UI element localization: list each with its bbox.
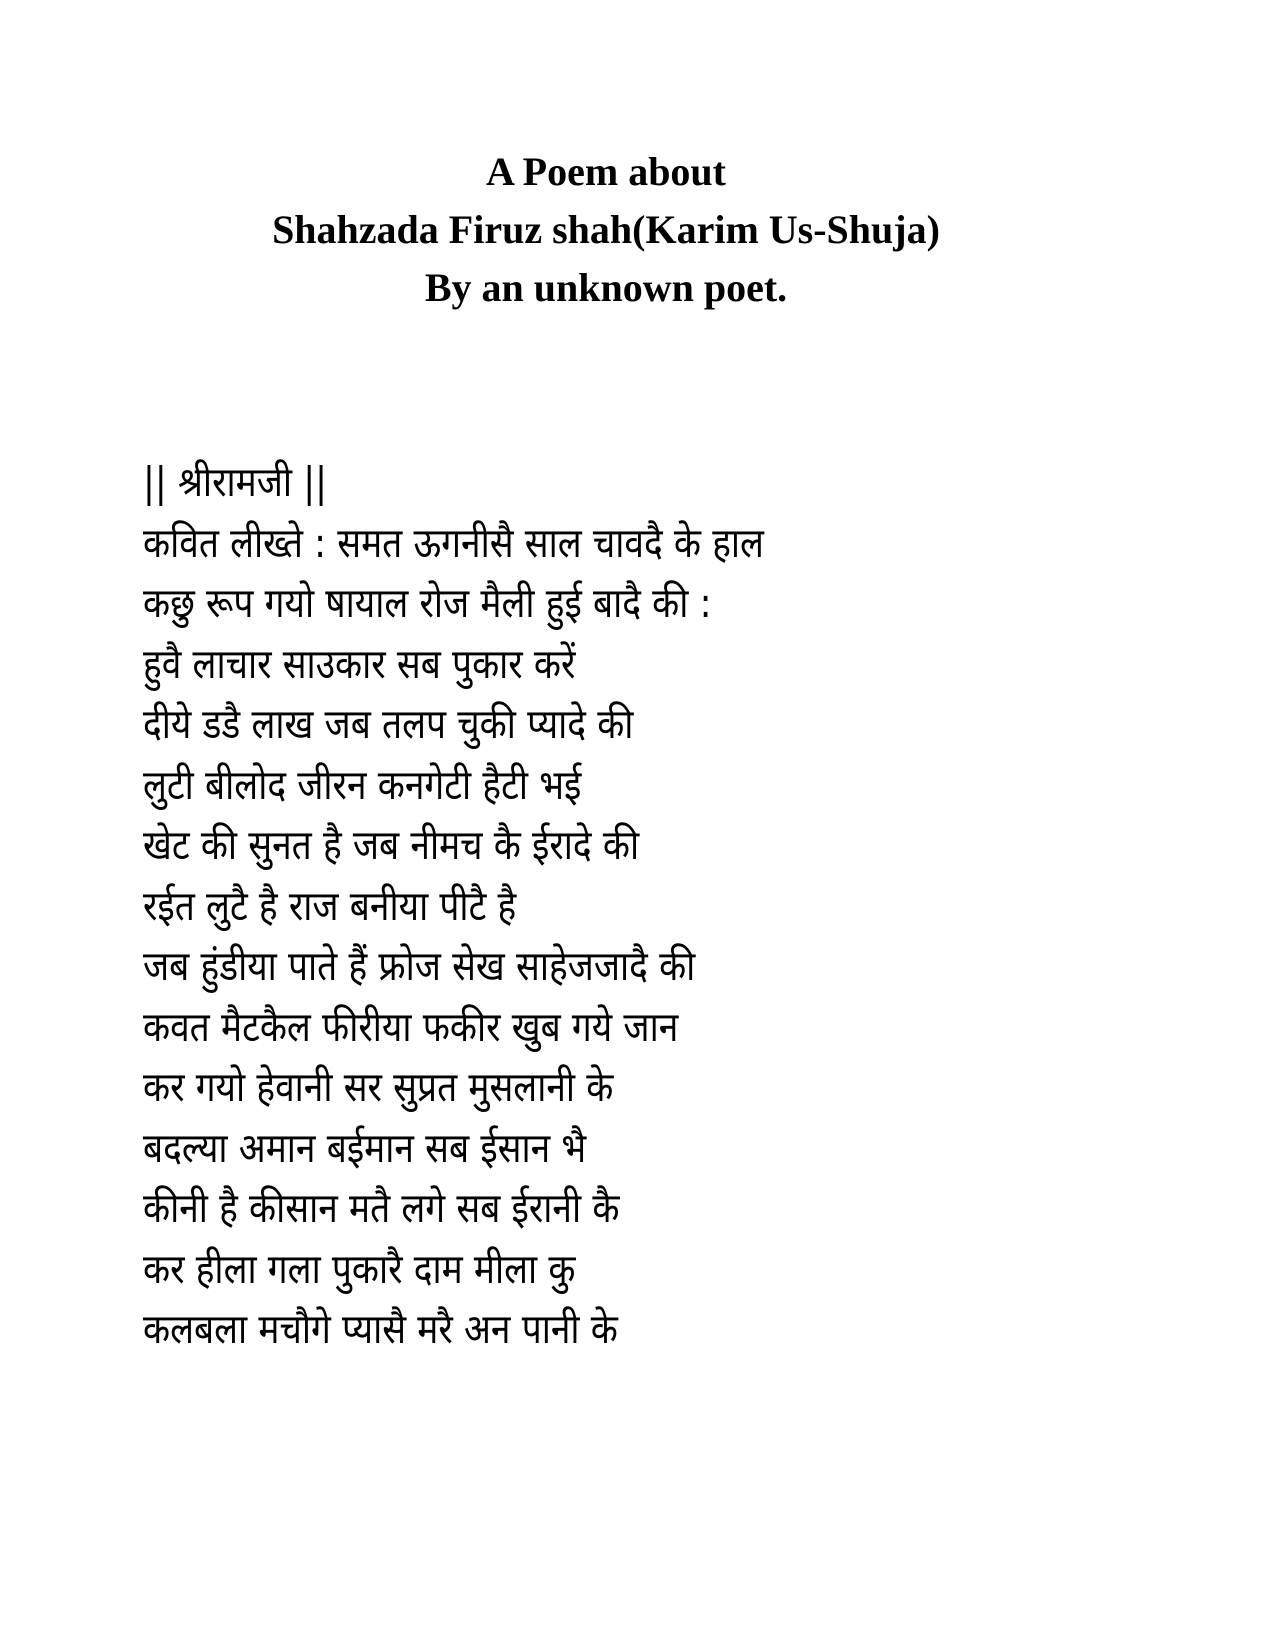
poem-line: कीनी है कीसान मतै लगे सब ईरानी कै [143, 1184, 620, 1232]
poem-body [143, 452, 1143, 1360]
poem-line: जब हुंडीया पाते हैं फ्रोज सेख साहेजजादै की [143, 942, 696, 990]
heading-title-line: A Poem about [486, 149, 726, 194]
poem-line: कवत मैटकैल फीरीया फकीर खुब गये जान [143, 1002, 679, 1051]
document-heading [0, 143, 1212, 317]
poem-line: बदल्या अमान बईमान सब ईसान भै [143, 1123, 587, 1172]
poem-line: दीये डडै लाख जब तलप चुकी प्यादे की [143, 700, 634, 748]
poem-line: रईत लुटै है राज बनीया पीटै है [143, 881, 517, 930]
poem-line: कर हीला गला पुकारै दाम मीला कु [143, 1244, 576, 1293]
heading-author-line: By an unknown poet. [424, 265, 788, 310]
poem-line: कवित लीख्ते : समत ऊगनीसै साल चावदै के हाल [143, 518, 764, 567]
poem-line: हुवै लाचार साउकार सब पुकार करें [143, 639, 576, 688]
heading-subject-line: Shahzada Firuz shah(Karim Us-Shuja) [272, 207, 940, 252]
poem-line: कर गयो हेवानी सर सुप्रत मुसलानी के [143, 1063, 614, 1111]
poem-line: कछु रूप गयो षायाल रोज मैली हुई बादै की : [143, 579, 712, 627]
poem-invocation: || श्रीरामजी || [143, 458, 327, 506]
poem-line: लुटी बीलोद जीरन कनगेटी हैटी भई [143, 760, 582, 809]
poem-line: कलबला मचौगे प्यासै मरै अन पानी के [143, 1305, 618, 1353]
poem-line: खेट की सुनत है जब नीमच कै ईरादे की [143, 821, 640, 869]
